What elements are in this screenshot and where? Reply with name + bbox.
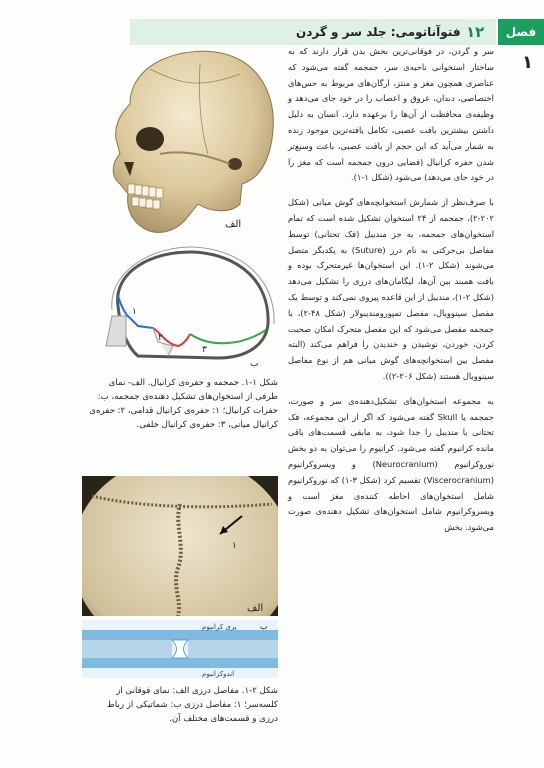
chapter-tab: فصل bbox=[498, 19, 544, 45]
body-text bbox=[288, 44, 494, 545]
running-title: فتوآناتومی: جلد سر و گردن bbox=[296, 25, 461, 39]
figure-label-a: الف bbox=[225, 219, 242, 230]
marker-3: ۳ bbox=[202, 345, 207, 355]
cranial-fossae-diagram bbox=[98, 246, 278, 371]
marker-1: ۱ bbox=[132, 307, 137, 317]
figure2-label-b: ب bbox=[260, 622, 268, 631]
figure2-caption: شکل ۲-۱. مفاصل درزی الف: نمای فوقانی از کلسه‌سر؛ ۱: مفاصل درزی ب: شماتیکی از رباط درزی و قسمت‌های مختلف آن. bbox=[106, 686, 278, 724]
suture-ligament-schematic bbox=[82, 620, 278, 678]
suture-photo bbox=[82, 476, 278, 616]
photo-marker-1: ۱ bbox=[232, 541, 237, 551]
marker-2: ۲ bbox=[158, 333, 163, 343]
figure-label-b: ب bbox=[250, 359, 259, 369]
figure2-label-a: الف bbox=[247, 603, 264, 614]
page-number: ۱۲ bbox=[466, 23, 485, 41]
periosteum-label: پری کرانیوم bbox=[202, 623, 237, 631]
figure1-caption: شکل ۱-۱. جمجمه و حفره‌ی کرانیال. الف- نمای طرفی از استخوان‌های تشکیل دهنده‌ی جمجمه، ب: حفرات کرانیال؛ ۱: حفره‌ی کرانیال قدامی، ۲: حفره‌ی کرانیال میانی، ۳: حفره‌ی کرانیال خلفی. bbox=[89, 378, 278, 430]
skull-lateral-figure bbox=[90, 44, 280, 244]
page-header bbox=[0, 19, 544, 45]
paragraph: به مجموعه استخوان‌های تشکیل‌دهنده‌ی سر و صورت، جمجمه یا Skull گفته می‌شود که اگر از این مجموعه، فک تحتانی یا مندیبل را جدا شود، به مابقی قسمت‌های باقی مانده کرانیوم گفته می‌شود. کرانیوم را می‌توان به دو بخش نوروکرانیوم (Neurocranium) و ویسروکرانیوم (Viscerocranium) تقسیم کرد (شکل ۳-۱) که نوروکرانیوم شامل استخوان‌های احاطه کننده‌ی مغز است و ویسروکرانیوم شامل استخوان‌های تشکیل دهنده‌ی صورت می‌شود. بخش bbox=[288, 395, 495, 533]
endocranium-label: اندوکرانیوم bbox=[202, 670, 235, 678]
chapter-number: ۱ bbox=[522, 52, 533, 73]
paragraph: با صرف‌نظر از شمارش استخوانچه‌های گوش میانی (شکل ۲۰۲-۲)، جمجمه از ۲۴ استخوان تشکیل شده است که تمام استخوان‌های جمجمه، به جز مندیبل (فک تحتانی) توسط مفاصل بی‌حرکتی به نام درز (Suture) به یکدیگر متصل می‌شوند (شکل ۲-۱). این استخوان‌ها غیرمتحرک بوده و بافت همبند بین آن‌ها، لیگامان‌های درزی را تشکیل می‌دهد (شکل ۲-۱)، مندیبل از این قاعده پیروی نمی‌کند و توسط یک مفصل سینوویال، مفصل تمپورومندیبولار (شکل ۴۸-۲)، با جمجمه مفصل می‌شود که این مفصل متحرک امکان صحبت کردن، خوردن، نوشیدن و خندیدن را فراهم می‌کند (البته مفصل بین استخوانچه‌های گوش میانی هم از نوع مفاصل سینوویال هستند (شکل ۲۰۶-۲)). bbox=[288, 197, 495, 381]
paragraph: سر و گردن، در فوقانی‌ترین بخش بدن قرار دارند که به ساختار استخوانی ناحیه‌ی سر، جمجمه گفته می‌شود که عناصری همچون مغز و منتز، ارگان‌های مربوط به حس‌های اختصاصی، دندان، عروق و اعصاب را در خود جای می‌دهد و وظیفه‌ی محافظت از آن‌ها را برعهده دارد. انسان به دلیل داشتن بیشترین بافت عصبی، تکامل یافته‌ترین موجود زنده به شمار می‌آید که این حجم از بافت عصبی، باعث وسیع‌تر شدن حفره کرانیال (فضایی درون جمجمه است که مغز را در خود جای می‌دهد) می‌شود (شکل ۱-۱). bbox=[288, 46, 494, 183]
